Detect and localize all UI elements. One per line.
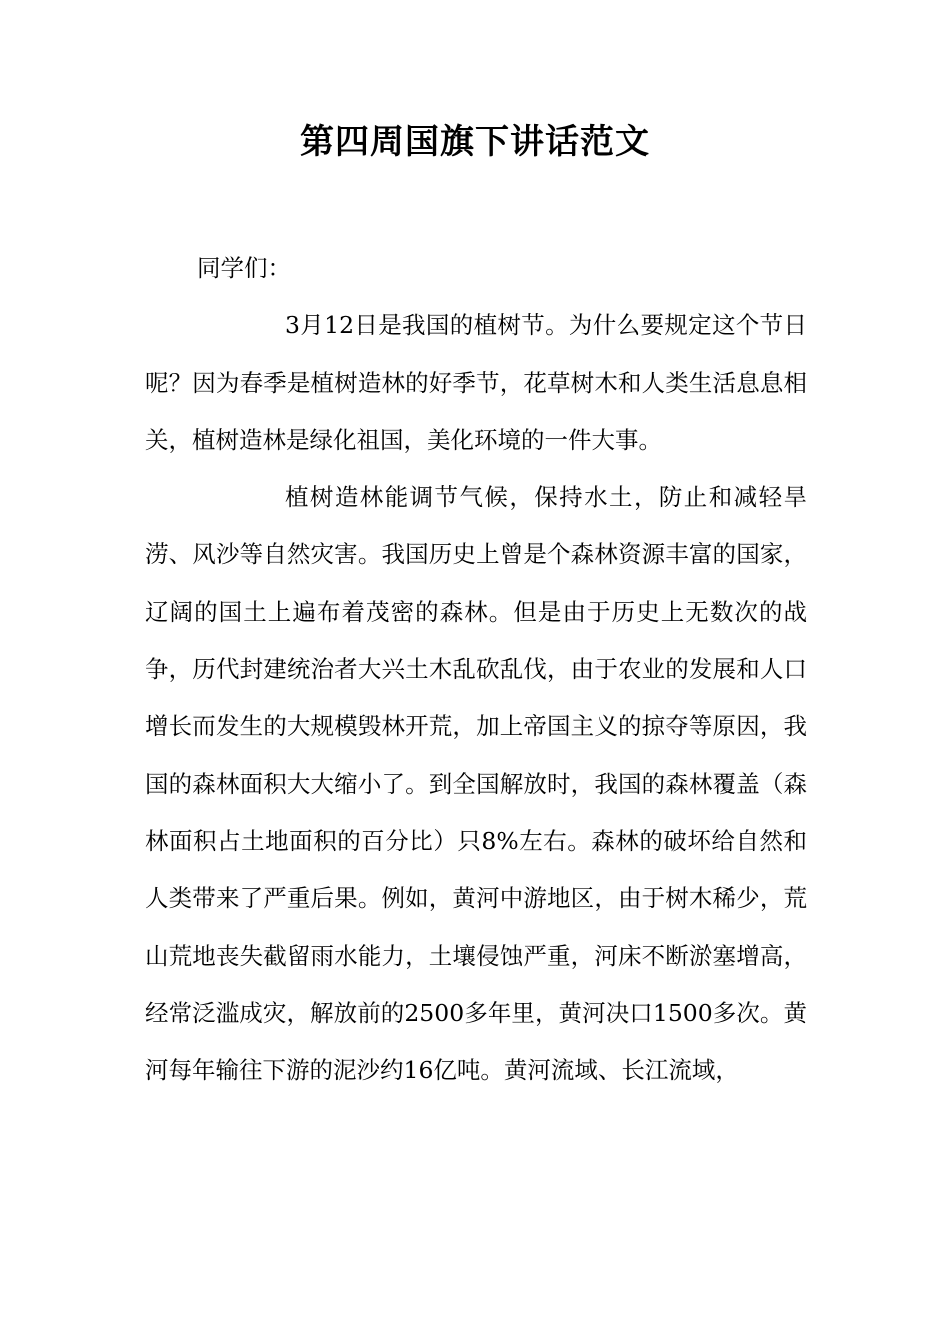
paragraph-1: 3月12日是我国的植树节。为什么要规定这个节日呢？因为春季是植树造林的好季节，花草树木和人类生活息息相关，植树造林是绿化祖国，美化环境的一件大事。 <box>145 311 807 454</box>
paragraph-2: 植树造林能调节气候，保持水土，防止和减轻旱涝、风沙等自然灾害。我国历史上曾是个森林资源丰富的国家，辽阔的国土上遍布着茂密的森林。但是由于历史上无数次的战争，历代封建统治者大兴土木乱砍乱伐，由于农业的发展和人口增长而发生的大规模毁林开荒，加上帝国主义的掠夺等原因，我国的森林面积大大缩小了。到全国解放时，我国的森林覆盖（森林面积占土地面积的百分比）只8%左右。森林的破坏给自然和人类带来了严重后果。例如，黄河中游地区，由于树木稀少，荒山荒地丧失截留雨水能力，土壤侵蚀严重，河床不断淤塞增高，经常泛滥成灾，解放前的2500多年里，黄河决口1500多次。黄河每年输往下游的泥沙约16亿吨。黄河流域、长江流域， <box>145 483 807 1085</box>
salutation: 同学们： <box>197 254 291 282</box>
document-title: 第四周国旗下讲话范文 <box>300 122 650 162</box>
document-body <box>145 240 807 1099</box>
